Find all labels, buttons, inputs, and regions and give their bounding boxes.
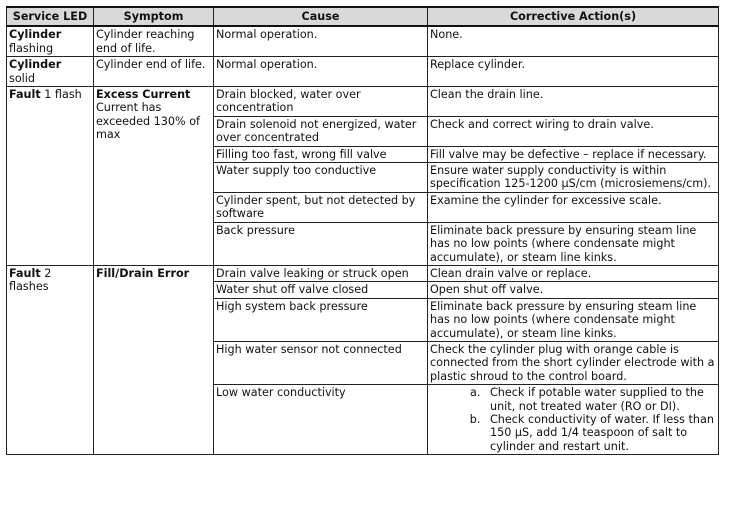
table-row	[7, 87, 719, 117]
header-service-led: Service LED	[7, 7, 94, 26]
header-cause: Cause	[214, 7, 428, 26]
action-cell	[428, 385, 719, 455]
cause-cell: Cylinder spent, but not detected by software	[214, 192, 428, 222]
led-cell	[7, 87, 94, 266]
action-cell: Check the cylinder plug with orange cable is connected from the short cylinder electrode with a plastic shroud to the control board.	[428, 341, 719, 384]
led-cell	[7, 265, 94, 454]
action-cell: Open shut off valve.	[428, 282, 719, 298]
header-symptom: Symptom	[94, 7, 214, 26]
symptom-title: Fill/Drain Error	[96, 266, 190, 280]
led-state: solid	[9, 71, 35, 85]
table-row	[7, 57, 719, 87]
symptom-cell	[94, 265, 214, 454]
led-state: flashing	[9, 41, 54, 55]
cause-cell: Low water conductivity	[214, 385, 428, 455]
cause-cell: Normal operation.	[214, 57, 428, 87]
led-state: 2 flashes	[9, 266, 52, 294]
symptom-title: Excess Current	[96, 88, 191, 102]
cause-cell: Water shut off valve closed	[214, 282, 428, 298]
action-list	[430, 386, 716, 453]
header-corrective-action: Corrective Action(s)	[428, 7, 719, 26]
troubleshooting-table	[6, 6, 719, 455]
action-cell: Ensure water supply conductivity is within specification 125-1200 µS/cm (microsiemens/cm).	[428, 163, 719, 193]
cause-cell: Drain valve leaking or struck open	[214, 265, 428, 281]
led-cell	[7, 26, 94, 56]
list-item: b. Check conductivity of water. If less than 150 µS, add 1/4 teaspoon of salt to cylinder and restart unit.	[484, 413, 716, 453]
action-cell: Eliminate back pressure by ensuring steam line has no low points (where condensate might accumulate), or steam line kinks.	[428, 298, 719, 341]
cause-cell: Water supply too conductive	[214, 163, 428, 193]
table-row	[7, 26, 719, 56]
led-cell	[7, 57, 94, 87]
cause-cell: Filling too fast, wrong fill valve	[214, 146, 428, 162]
cause-cell: High water sensor not connected	[214, 341, 428, 384]
led-state: 1 flash	[40, 88, 82, 102]
action-cell: Replace cylinder.	[428, 57, 719, 87]
list-item: a. Check if potable water supplied to the unit, not treated water (RO or DI).	[484, 386, 716, 413]
action-cell: Clean the drain line.	[428, 87, 719, 117]
table-row	[7, 265, 719, 281]
symptom-cell: Cylinder end of life.	[94, 57, 214, 87]
action-cell: Fill valve may be defective – replace if necessary.	[428, 146, 719, 162]
action-cell: Eliminate back pressure by ensuring steam line has no low points (where condensate might accumulate), or steam line kinks.	[428, 222, 719, 265]
led-name: Cylinder	[9, 58, 62, 72]
cause-cell: Drain blocked, water over concentration	[214, 87, 428, 117]
action-cell: Clean drain valve or replace.	[428, 265, 719, 281]
action-cell: Examine the cylinder for excessive scale.	[428, 192, 719, 222]
symptom-detail: Current has exceeded 130% of max	[96, 101, 200, 142]
symptom-cell: Cylinder reaching end of life.	[94, 26, 214, 56]
led-name: Cylinder	[9, 28, 62, 42]
header-row	[7, 7, 719, 26]
action-cell: Check and correct wiring to drain valve.	[428, 116, 719, 146]
action-cell: None.	[428, 26, 719, 56]
cause-cell: Drain solenoid not energized, water over concentrated	[214, 116, 428, 146]
led-name: Fault	[9, 266, 41, 280]
cause-cell: High system back pressure	[214, 298, 428, 341]
cause-cell: Normal operation.	[214, 26, 428, 56]
symptom-cell	[94, 87, 214, 266]
led-name: Fault	[9, 88, 41, 102]
cause-cell: Back pressure	[214, 222, 428, 265]
